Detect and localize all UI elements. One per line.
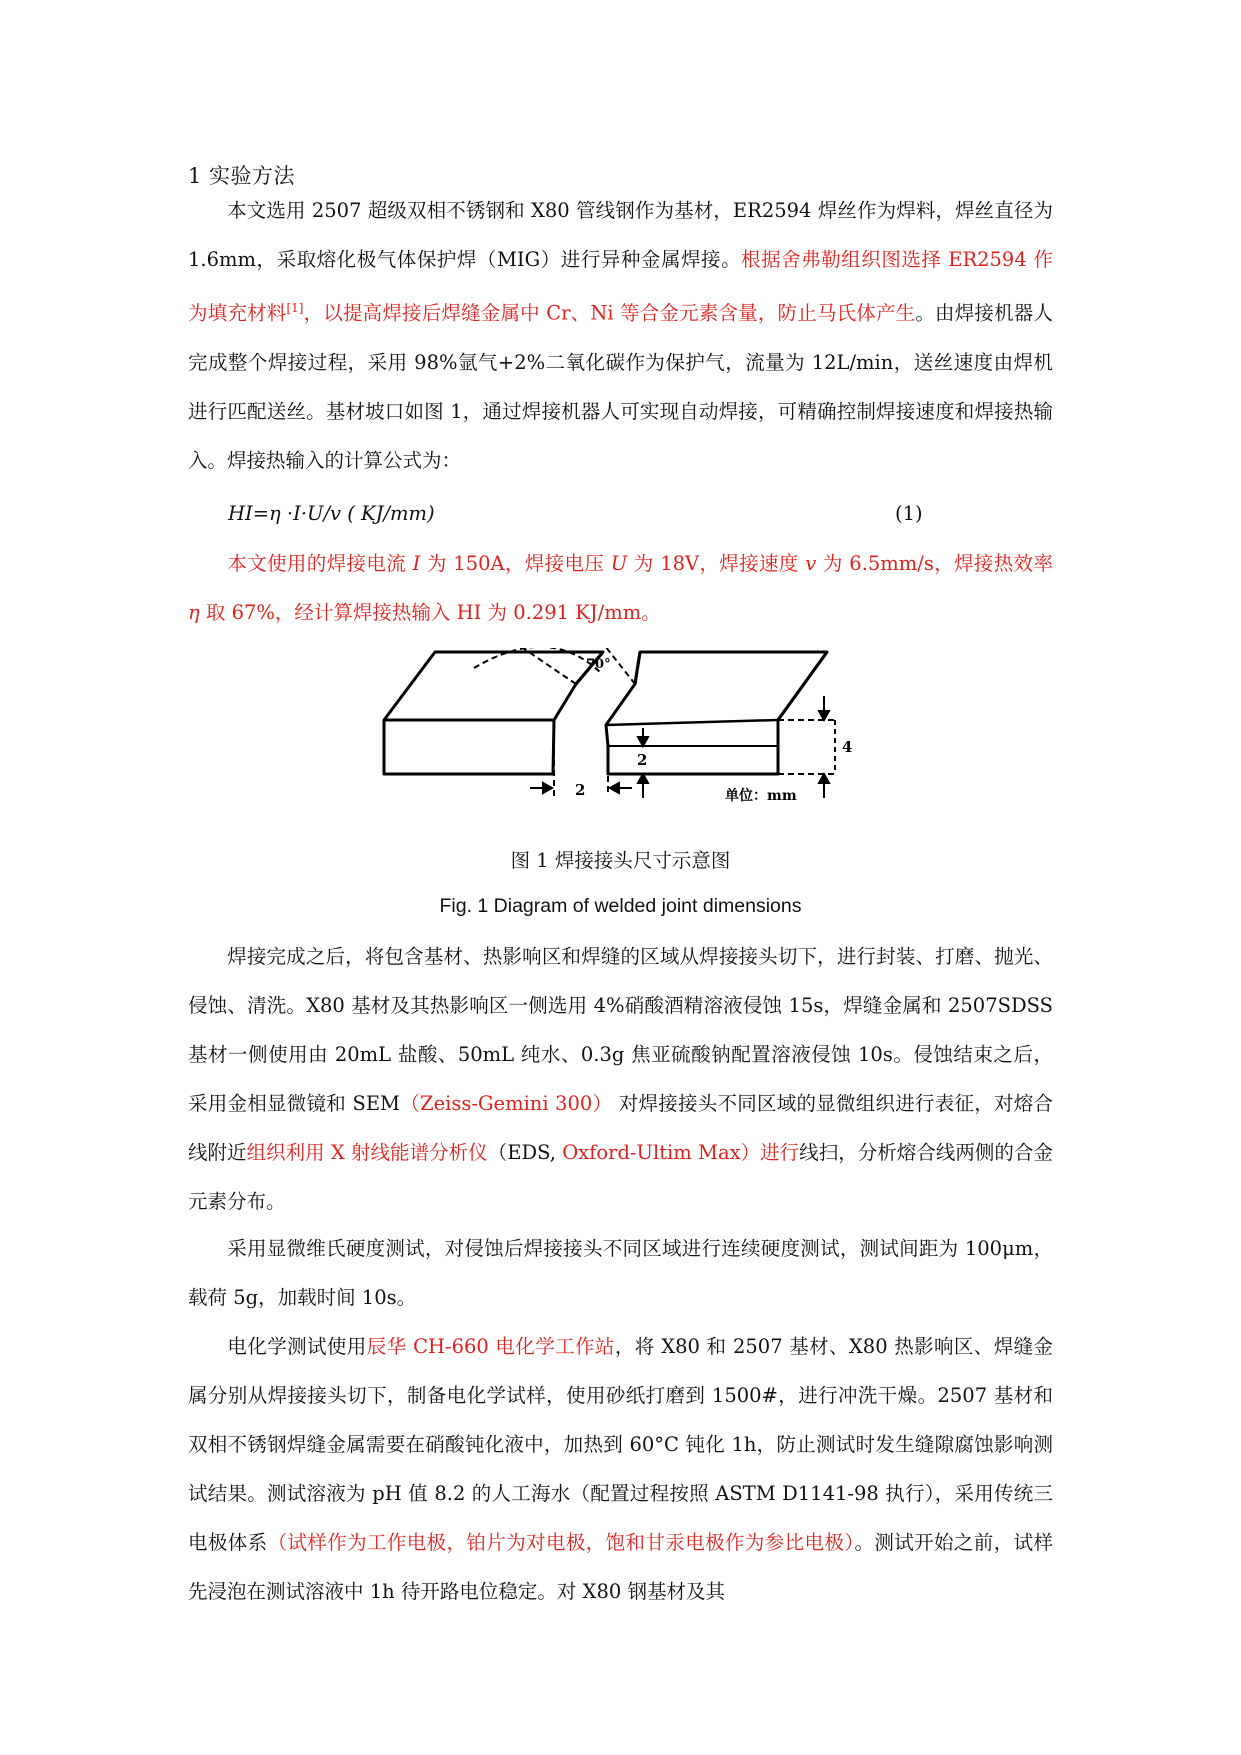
text-run: 取 67%，经计算焊接热输入 HI 为 0.291 KJ/mm。 (199, 601, 661, 624)
highlighted-text: 根据舍弗勒组织图选择 ER2594 作为填充材料 (188, 248, 1053, 325)
citation: [1] (286, 301, 304, 315)
text-run: 焊接完成之后，将包含基材、热影响区和焊缝的区域从焊接接头切下，进行封装、打磨、抛光、侵蚀、清洗。X80 基材及其热影响区一侧选用 4%硝酸酒精溶液侵蚀 15s，焊缝金属和 2507SDSS 基材一侧使用由 20mL 盐酸、50mL 纯水、0.3g 焦亚硫酸钠配置溶液侵蚀 10s。侵蚀结束之后，采用金相显微镜和 SEM (188, 945, 1053, 1115)
text-run: 本文选用 2507 超级双相不锈钢和 X80 管线钢作为基材，ER2594 焊丝作为焊料，焊丝直径为 1.6mm，采取熔化极气体保护焊（MIG）进行异种金属焊接。 (188, 199, 1053, 271)
symbol-current: I (412, 552, 421, 575)
text-run: 线扫，分析熔合线两侧的合金元素分布。 (188, 1141, 1053, 1213)
paragraph-specimen-prep (188, 932, 1053, 1226)
highlighted-text: 组织利用 X 射线能谱分析仪 (246, 1141, 488, 1164)
weld-joint-diagram (380, 648, 880, 818)
angle-label: 70° (586, 657, 611, 672)
text-run: 电化学测试使用 (227, 1335, 367, 1358)
highlighted-text: 辰华 CH-660 电化学工作站 (366, 1335, 615, 1358)
paragraph-electrochem (188, 1322, 1053, 1616)
left-plate (384, 652, 603, 774)
thickness-label: 4 (842, 738, 853, 756)
text-run: 本文使用的焊接电流 (227, 552, 413, 575)
gap-label: 2 (575, 781, 586, 799)
text-run: 对焊接接头不同区域的显微组织进行表征，对熔合线附近 (188, 1092, 1053, 1164)
symbol-efficiency: η (188, 601, 200, 624)
figure-caption-cn: 图 1 焊接接头尺寸示意图 (510, 849, 731, 872)
symbol-speed: v (805, 552, 817, 575)
text-run: （EDS, (487, 1141, 563, 1164)
figure-caption-en: Fig. 1 Diagram of welded joint dimensions (439, 895, 802, 917)
text-run: 。测试开始之前，试样先浸泡在测试溶液中 1h 待开路电位稳定。对 X80 钢基材及其 (188, 1531, 1053, 1603)
text-run: ，将 X80 和 2507 基材、X80 热影响区、焊缝金属分别从焊接接头切下，制备电化学试样，使用砂纸打磨到 1500#，进行冲洗干燥。2507 基材和双相不锈钢焊缝金属需要在硝酸钝化液中，加热到 60°C 钝化 1h，防止测试时发生缝隙腐蚀影响测试结果。测试溶液为 pH 值 8.2 的人工海水（配置过程按照 ASTM D1141-98 执行），采用传统三电极体系 (188, 1335, 1053, 1554)
text-run: 为 6.5mm/s，焊接热效率 (816, 552, 1054, 575)
text-run: 采用显微维氏硬度测试，对侵蚀后焊接接头不同区域进行连续硬度测试，测试间距为 100μm，载荷 5g，加载时间 10s。 (188, 1237, 1053, 1309)
paragraph-parameters (188, 539, 1053, 637)
text-run: 为 150A，焊接电压 (420, 552, 611, 575)
root-face-label: 2 (637, 751, 648, 769)
paragraph-hardness (188, 1224, 1053, 1322)
highlighted-text: （Zeiss-Gemini 300） (400, 1092, 613, 1115)
equation-number: (1) (895, 502, 923, 525)
text-run: 。由焊接机器人完成整个焊接过程，采用 98%氩气+2%二氧化碳作为保护气，流量为 12L/min，送丝速度由焊机进行匹配送丝。基材坡口如图 1，通过焊接机器人可实现自动焊接，可精确控制焊接速度和焊接热输入。焊接热输入的计算公式为： (188, 301, 1053, 472)
highlighted-text: ，以提高焊接后焊缝金属中 Cr、Ni 等合金元素含量，防止马氏体产生 (303, 301, 916, 325)
formula: HI=η ·I·U/v ( KJ/mm) (228, 502, 435, 525)
highlighted-text: （试样作为工作电极，铂片为对电极，饱和甘汞电极作为参比电极） (267, 1531, 855, 1554)
paragraph-materials (188, 186, 1053, 485)
highlighted-text: Oxford-Ultim Max）进行 (562, 1141, 800, 1164)
section-heading: 1 实验方法 (188, 164, 296, 188)
text-run: 为 18V，焊接速度 (627, 552, 806, 575)
symbol-voltage: U (610, 552, 628, 575)
unit-label: 单位：mm (725, 788, 797, 804)
